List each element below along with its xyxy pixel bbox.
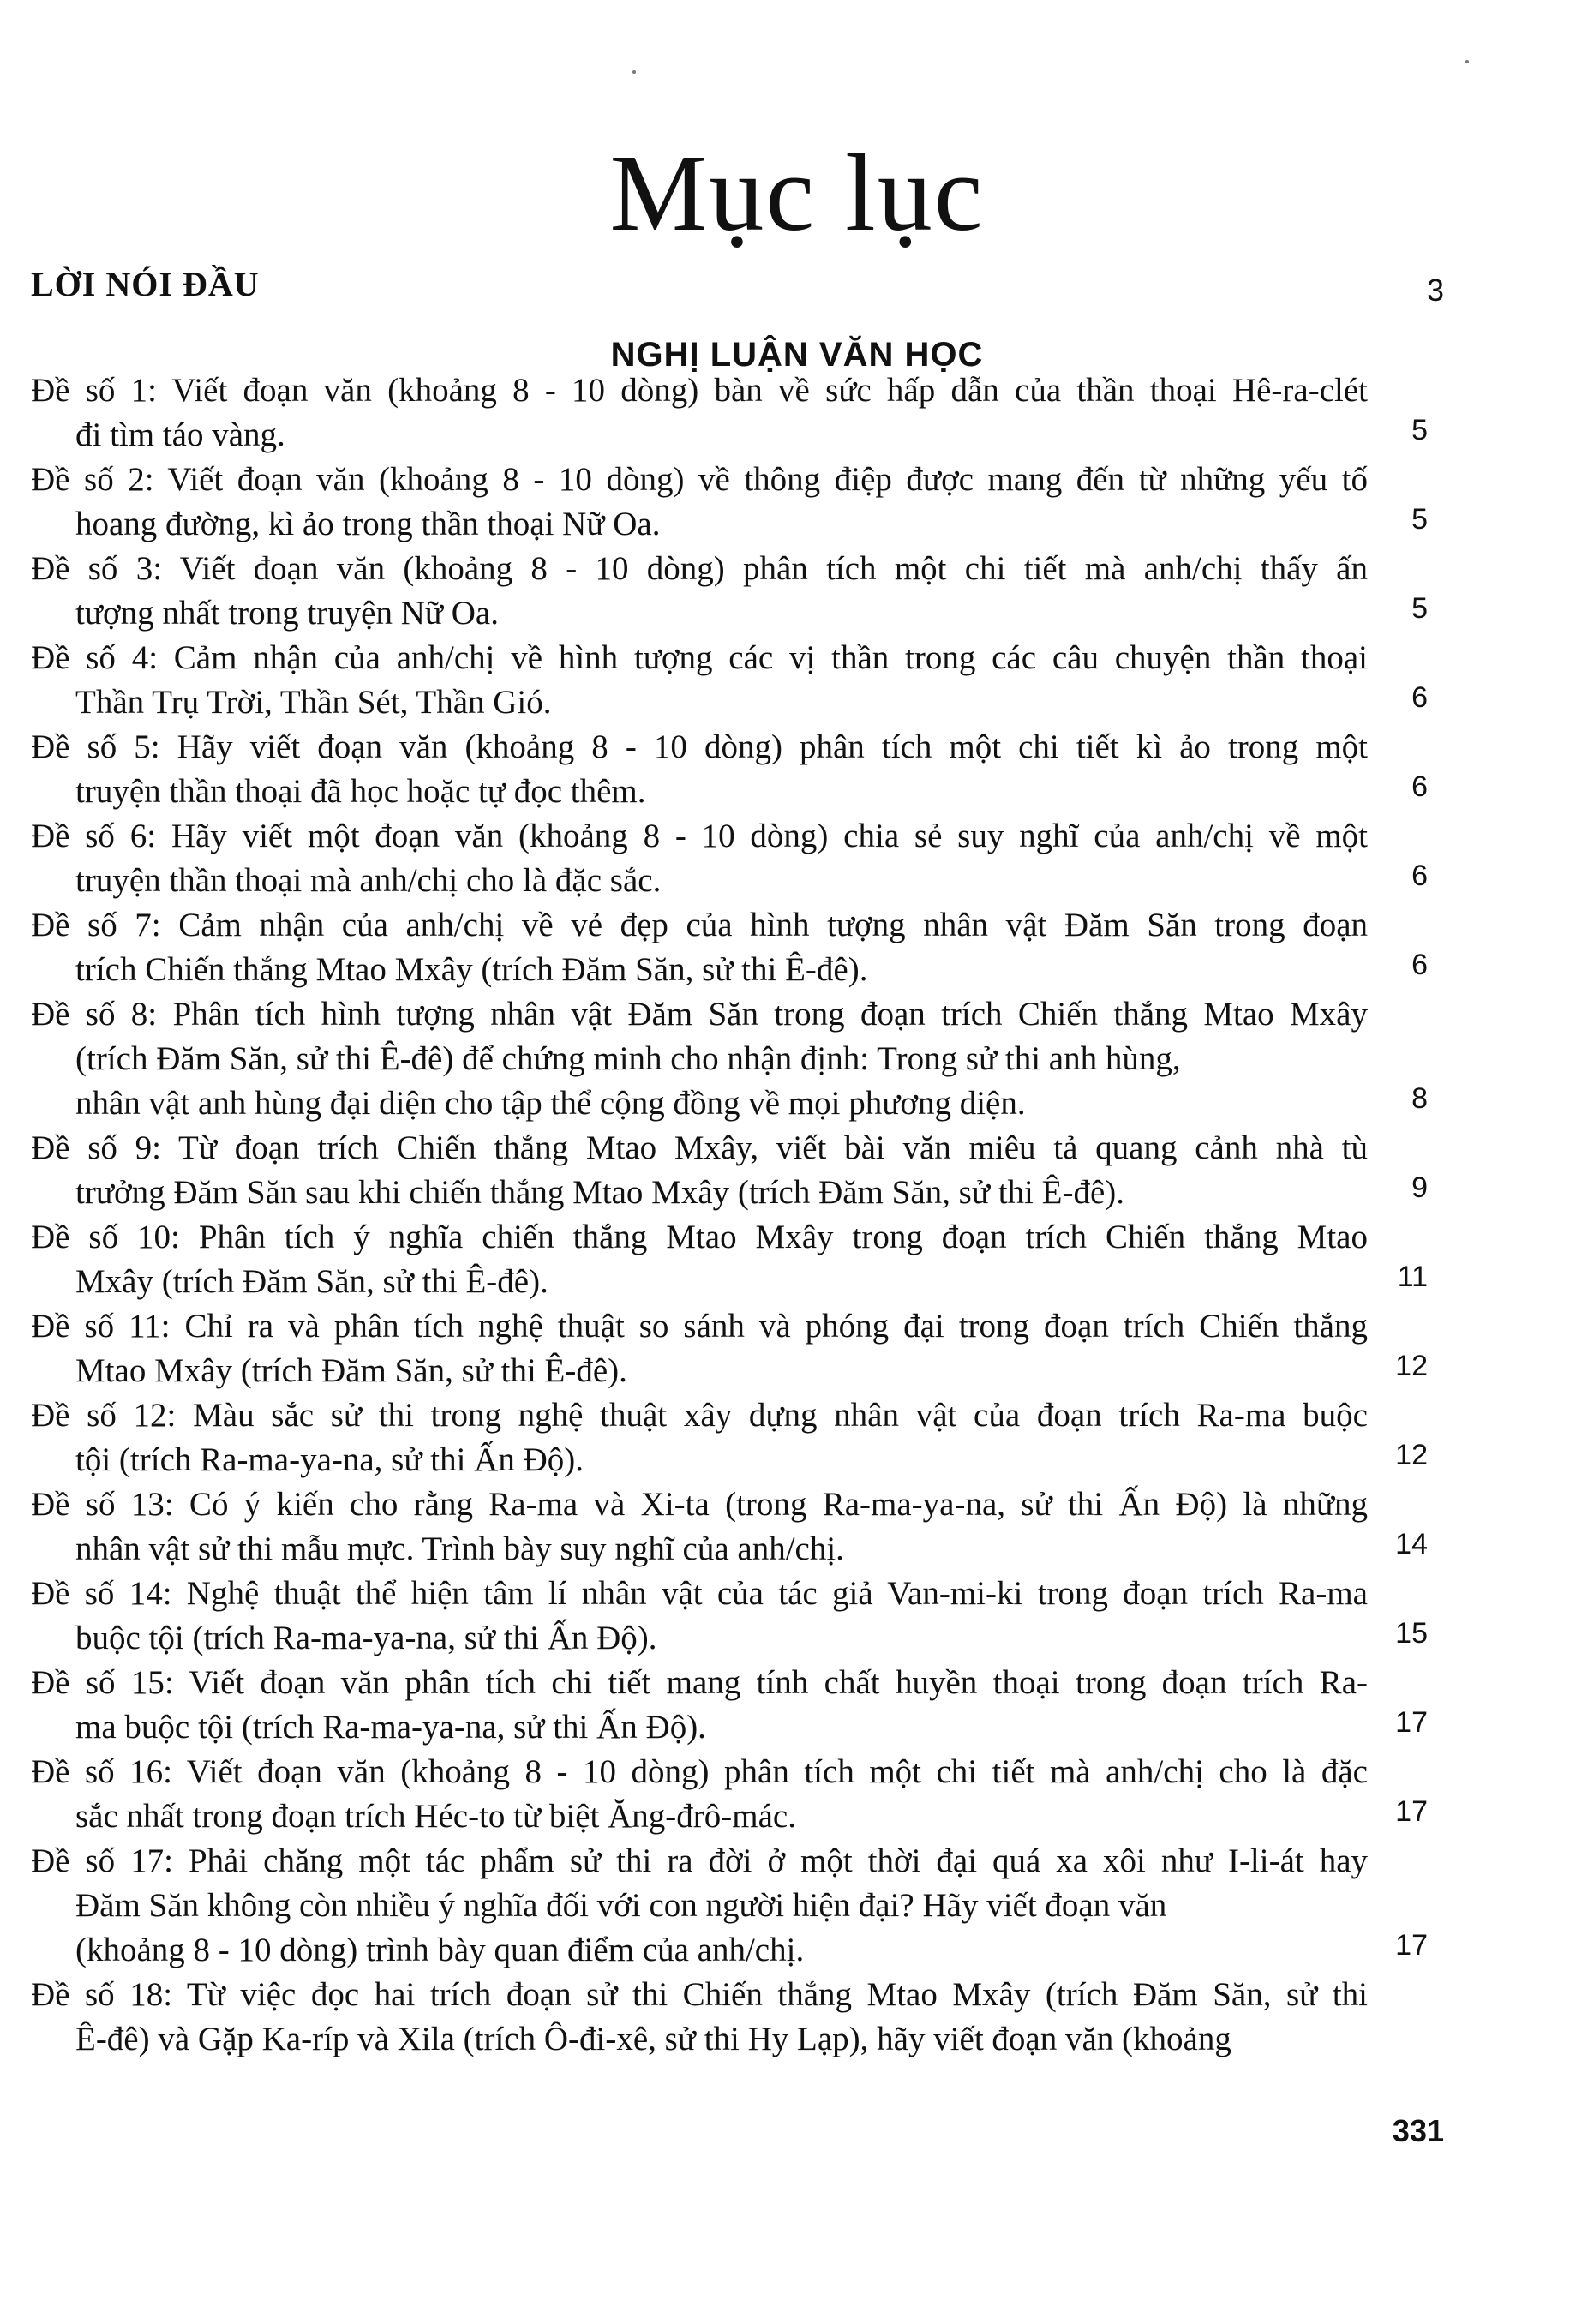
toc-entry-page: 12 bbox=[1395, 1350, 1428, 1382]
toc-entry-text: truyện thần thoại mà anh/chị cho là đặc sắc. bbox=[75, 862, 662, 899]
preface-page: 3 bbox=[1426, 273, 1444, 308]
toc-entry-page: 6 bbox=[1411, 949, 1428, 981]
toc-entry-text: truyện thần thoại đã học hoặc tự đọc thêm. bbox=[75, 773, 646, 810]
toc-entry-text: Đề số 7: Cảm nhận của anh/chị về vẻ đẹp của hình tượng nhân vật Đăm Săn trong đoạn bbox=[31, 907, 1368, 943]
toc-entry-text: tượng nhất trong truyện Nữ Oa. bbox=[75, 595, 499, 632]
toc-entry bbox=[31, 1572, 1428, 1661]
toc-entry-page: 6 bbox=[1411, 860, 1428, 892]
toc-entry-page: 5 bbox=[1411, 592, 1428, 625]
toc-entry-text: Đề số 17: Phải chăng một tác phẩm sử thi ra đời ở một thời đại quá xa xôi như I-li-át hay bbox=[31, 1842, 1368, 1879]
toc-entry bbox=[31, 547, 1428, 636]
toc-entry-text: đi tìm táo vàng. bbox=[75, 416, 285, 453]
toc-entry bbox=[31, 1750, 1428, 1839]
toc-entry-text: ma buộc tội (trích Ra-ma-ya-na, sử thi Ấn Độ). bbox=[75, 1709, 706, 1746]
toc-entry-text: Đề số 12: Màu sắc sử thi trong nghệ thuật xây dựng nhân vật của đoạn trích Ra-ma buộc bbox=[31, 1397, 1368, 1434]
toc-entry-text: Mxây (trích Đăm Săn, sử thi Ê-đê). bbox=[75, 1263, 548, 1300]
toc-entry-page: 11 bbox=[1397, 1261, 1428, 1293]
toc-entry bbox=[31, 1393, 1428, 1482]
page-title: Mục lục bbox=[609, 132, 985, 254]
toc-entry-text: (khoảng 8 - 10 dòng) trình bày quan điểm của anh/chị. bbox=[75, 1932, 805, 1968]
toc-list bbox=[31, 368, 1428, 2062]
toc-entry-text: Đăm Săn không còn nhiều ý nghĩa đối với con người hiện đại? Hãy viết đoạn văn bbox=[75, 1887, 1167, 1924]
toc-entry-text: Đề số 2: Viết đoạn văn (khoảng 8 - 10 dòng) về thông điệp được mang đến từ những yếu tố bbox=[31, 461, 1368, 498]
toc-entry-text: tội (trích Ra-ma-ya-na, sử thi Ấn Độ). bbox=[75, 1441, 584, 1478]
toc-entry-text: buộc tội (trích Ra-ma-ya-na, sử thi Ấn Độ). bbox=[75, 1620, 657, 1656]
toc-entry-text: Đề số 5: Hãy viết đoạn văn (khoảng 8 - 10 dòng) phân tích một chi tiết kì ảo trong một bbox=[31, 728, 1368, 765]
toc-entry-page: 5 bbox=[1411, 503, 1428, 536]
speck bbox=[1465, 60, 1469, 63]
toc-entry-page: 9 bbox=[1411, 1171, 1428, 1204]
toc-entry-page: 17 bbox=[1395, 1795, 1428, 1828]
toc-entry bbox=[31, 903, 1428, 992]
toc-entry-text: nhân vật anh hùng đại diện cho tập thể cộng đồng về mọi phương diện. bbox=[75, 1085, 1026, 1122]
toc-entry-text: nhân vật sử thi mẫu mực. Trình bày suy nghĩ của anh/chị. bbox=[75, 1530, 844, 1567]
page-number: 331 bbox=[1392, 2113, 1444, 2148]
toc-entry-text: sắc nhất trong đoạn trích Héc-to từ biệt Ăng-đrô-mác. bbox=[75, 1798, 796, 1835]
toc-entry-text: Đề số 1: Viết đoạn văn (khoảng 8 - 10 dòng) bàn về sức hấp dẫn của thần thoại Hê-ra-clét bbox=[31, 372, 1368, 409]
toc-entry-text: Đề số 13: Có ý kiến cho rằng Ra-ma và Xi-ta (trong Ra-ma-ya-na, sử thi Ấn Độ) là những bbox=[31, 1486, 1368, 1523]
toc-entry-text: Đề số 3: Viết đoạn văn (khoảng 8 - 10 dòng) phân tích một chi tiết mà anh/chị thấy ấn bbox=[31, 550, 1368, 587]
toc-entry-text: Đề số 16: Viết đoạn văn (khoảng 8 - 10 dòng) phân tích một chi tiết mà anh/chị cho là đặc bbox=[31, 1753, 1368, 1790]
speck bbox=[632, 70, 636, 74]
toc-entry-text: Mtao Mxây (trích Đăm Săn, sử thi Ê-đê). bbox=[75, 1352, 627, 1389]
toc-entry bbox=[31, 992, 1428, 1126]
toc-entry bbox=[31, 1126, 1428, 1215]
toc-entry-text: Đề số 6: Hãy viết một đoạn văn (khoảng 8 - 10 dòng) chia sẻ suy nghĩ của anh/chị về một bbox=[31, 818, 1368, 854]
preface-label: LỜI NÓI ĐẦU bbox=[31, 265, 260, 303]
toc-entry-page: 12 bbox=[1395, 1439, 1428, 1471]
toc-entry bbox=[31, 1661, 1428, 1750]
toc-entry-text: Ê-đê) và Gặp Ka-ríp và Xila (trích Ô-đi-xê, sử thi Hy Lạp), hãy viết đoạn văn (khoảng bbox=[75, 2021, 1231, 2057]
toc-entry-page: 5 bbox=[1411, 414, 1428, 446]
toc-entry-page: 6 bbox=[1411, 681, 1428, 714]
toc-entry bbox=[31, 1839, 1428, 1973]
toc-entry-text: Đề số 14: Nghệ thuật thể hiện tâm lí nhân vật của tác giả Van-mi-ki trong đoạn trích Ra-ma bbox=[31, 1575, 1368, 1612]
toc-entry bbox=[31, 368, 1428, 458]
toc-entry-page: 17 bbox=[1395, 1706, 1428, 1739]
toc-entry bbox=[31, 1482, 1428, 1572]
toc-entry-page: 14 bbox=[1395, 1528, 1428, 1560]
toc-entry bbox=[31, 1304, 1428, 1393]
toc-entry-text: Đề số 11: Chỉ ra và phân tích nghệ thuật so sánh và phóng đại trong đoạn trích Chiến thắng bbox=[31, 1308, 1368, 1345]
toc-entry-text: Thần Trụ Trời, Thần Sét, Thần Gió. bbox=[75, 684, 552, 721]
toc-entry bbox=[31, 1973, 1428, 2062]
toc-entry-text: (trích Đăm Săn, sử thi Ê-đê) để chứng minh cho nhận định: Trong sử thi anh hùng, bbox=[75, 1040, 1181, 1077]
toc-entry-text: Đề số 8: Phân tích hình tượng nhân vật Đăm Săn trong đoạn trích Chiến thắng Mtao Mxây bbox=[31, 996, 1368, 1033]
toc-entry-text: trích Chiến thắng Mtao Mxây (trích Đăm Săn, sử thi Ê-đê). bbox=[75, 951, 868, 988]
toc-entry-text: Đề số 9: Từ đoạn trích Chiến thắng Mtao Mxây, viết bài văn miêu tả quang cảnh nhà tù bbox=[31, 1129, 1368, 1166]
toc-entry-text: Đề số 15: Viết đoạn văn phân tích chi tiết mang tính chất huyền thoại trong đoạn trích Ra- bbox=[31, 1664, 1368, 1701]
toc-entry-text: Đề số 4: Cảm nhận của anh/chị về hình tượng các vị thần trong các câu chuyện thần thoại bbox=[31, 639, 1368, 676]
toc-entry-page: 15 bbox=[1395, 1617, 1428, 1650]
toc-entry bbox=[31, 725, 1428, 814]
toc-entry-text: hoang đường, kì ảo trong thần thoại Nữ Oa. bbox=[75, 506, 661, 542]
toc-entry-text: trưởng Đăm Săn sau khi chiến thắng Mtao Mxây (trích Đăm Săn, sử thi Ê-đê). bbox=[75, 1174, 1124, 1211]
toc-entry-text: Đề số 10: Phân tích ý nghĩa chiến thắng Mtao Mxây trong đoạn trích Chiến thắng Mtao bbox=[31, 1219, 1368, 1255]
toc-entry bbox=[31, 1215, 1428, 1304]
section-title: NGHỊ LUẬN VĂN HỌC bbox=[610, 336, 984, 374]
toc-entry-text: Đề số 18: Từ việc đọc hai trích đoạn sử thi Chiến thắng Mtao Mxây (trích Đăm Săn, sử thi bbox=[31, 1976, 1368, 2013]
toc-entry-page: 6 bbox=[1411, 770, 1428, 803]
toc-entry bbox=[31, 636, 1428, 725]
toc-entry-page: 8 bbox=[1411, 1082, 1428, 1115]
toc-entry bbox=[31, 814, 1428, 903]
toc-entry bbox=[31, 458, 1428, 547]
toc-entry-page: 17 bbox=[1395, 1929, 1428, 1962]
